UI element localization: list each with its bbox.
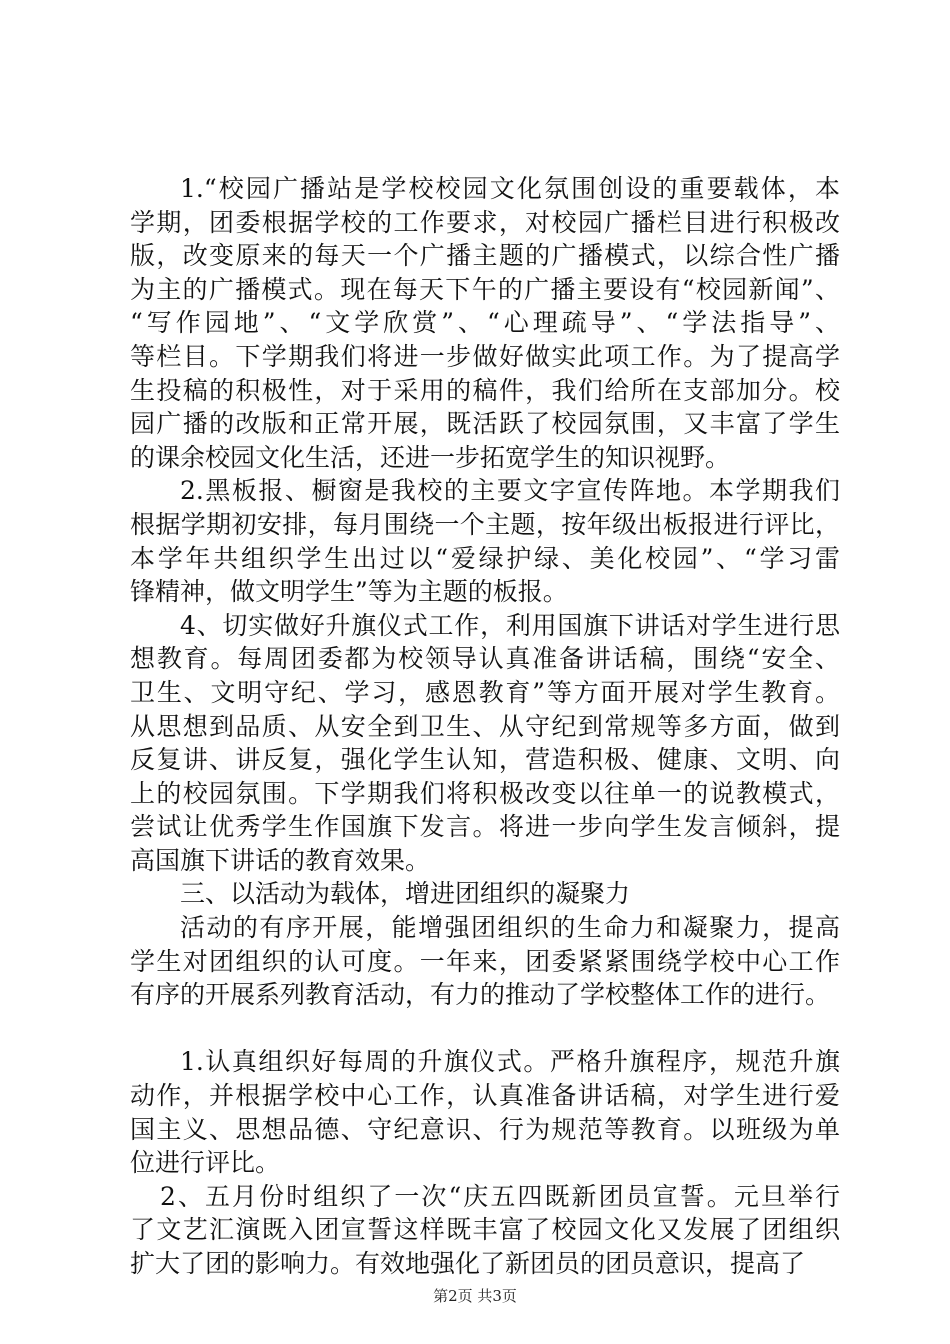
text-line: 上的校园氛围。下学期我们将积极改变以往单一的说教模式， — [130, 778, 840, 808]
text-line: 生投稿的积极性，对于采用的稿件，我们给所在支部加分。校 — [130, 375, 840, 405]
text-line: 三、以活动为载体，增进团组织的凝聚力 — [180, 879, 631, 909]
text-line: 有序的开展系列教育活动，有力的推动了学校整体工作的进行。 — [130, 980, 831, 1010]
text-line: 园广播的改版和正常开展，既活跃了校园氛围，又丰富了学生 — [130, 409, 840, 439]
text-line: 学生对团组织的认可度。一年来，团委紧紧围绕学校中心工作 — [130, 946, 840, 976]
text-line: 1.认真组织好每周的升旗仪式。严格升旗程序，规范升旗 — [180, 1047, 840, 1077]
text-line: 卫生、文明守纪、学习，感恩教育”等方面开展对学生教育。 — [130, 677, 840, 707]
text-line: 扩大了团的影响力。有效地强化了新团员的团员意识，提高了 — [130, 1249, 806, 1278]
paragraph — [130, 1180, 840, 1281]
text-line: 4、切实做好升旗仪式工作，利用国旗下讲话对学生进行思 — [180, 610, 840, 640]
text-line: 了文艺汇演既入团宣誓这样既丰富了校园文化又发展了团组织 — [130, 1215, 840, 1245]
text-line: 反复讲、讲反复，强化学生认知，营造积极、健康、文明、向 — [130, 745, 840, 775]
text-line: 尝试让优秀学生作国旗下发言。将进一步向学生发言倾斜，提 — [130, 812, 840, 842]
text-line: 位进行评比。 — [130, 1148, 281, 1178]
paragraph — [130, 911, 840, 1012]
text-line: 等栏目。下学期我们将进一步做好做实此项工作。为了提高学 — [130, 341, 840, 371]
text-line: 的课余校园文化生活，还进一步拓宽学生的知识视野。 — [130, 442, 731, 472]
page-footer: 第2页 共3页 — [433, 1287, 517, 1305]
text-line: 2、五月份时组织了一次“庆五四既新团员宣誓。元旦举行 — [160, 1181, 840, 1211]
text-line: 从思想到品质、从安全到卫生、从守纪到常规等多方面，做到 — [130, 711, 840, 741]
text-line: 动作，并根据学校中心工作，认真准备讲话稿，对学生进行爱 — [130, 1081, 840, 1111]
text-line: 高国旗下讲话的教育效果。 — [130, 845, 431, 875]
document-body — [130, 172, 840, 1281]
text-line: 活动的有序开展，能增强团组织的生命力和凝聚力，提高 — [180, 913, 840, 943]
paragraph-gap — [130, 1012, 840, 1046]
text-line: 版，改变原来的每天一个广播主题的广播模式，以综合性广播 — [130, 241, 840, 271]
paragraph — [130, 609, 840, 878]
text-line: 想教育。每周团委都为校领导认真准备讲话稿，围绕“安全、 — [130, 644, 840, 674]
paragraph — [130, 172, 840, 474]
text-line: 本学年共组织学生出过以“爱绿护绿、美化校园”、“学习雷 — [130, 543, 840, 573]
text-line: 锋精神，做文明学生”等为主题的板报。 — [130, 577, 568, 607]
text-line: “写作园地”、“文学欣赏”、“心理疏导”、“学法指导”、 — [130, 308, 840, 338]
text-line: 国主义、思想品德、守纪意识、行为规范等教育。以班级为单 — [130, 1114, 840, 1144]
text-line: 1.“校园广播站是学校校园文化氛围创设的重要载体，本 — [180, 174, 840, 203]
paragraph — [130, 474, 840, 608]
text-line: 2.黑板报、橱窗是我校的主要文字宣传阵地。本学期我们 — [180, 476, 840, 506]
text-line: 根据学期初安排，每月围绕一个主题，按年级出板报进行评比， — [130, 509, 840, 539]
text-line: 学期，团委根据学校的工作要求，对校园广播栏目进行积极改 — [130, 207, 840, 237]
paragraph — [130, 877, 840, 911]
text-line: 为主的广播模式。现在每天下午的广播主要设有“校园新闻”、 — [130, 274, 840, 304]
paragraph — [130, 1045, 840, 1179]
